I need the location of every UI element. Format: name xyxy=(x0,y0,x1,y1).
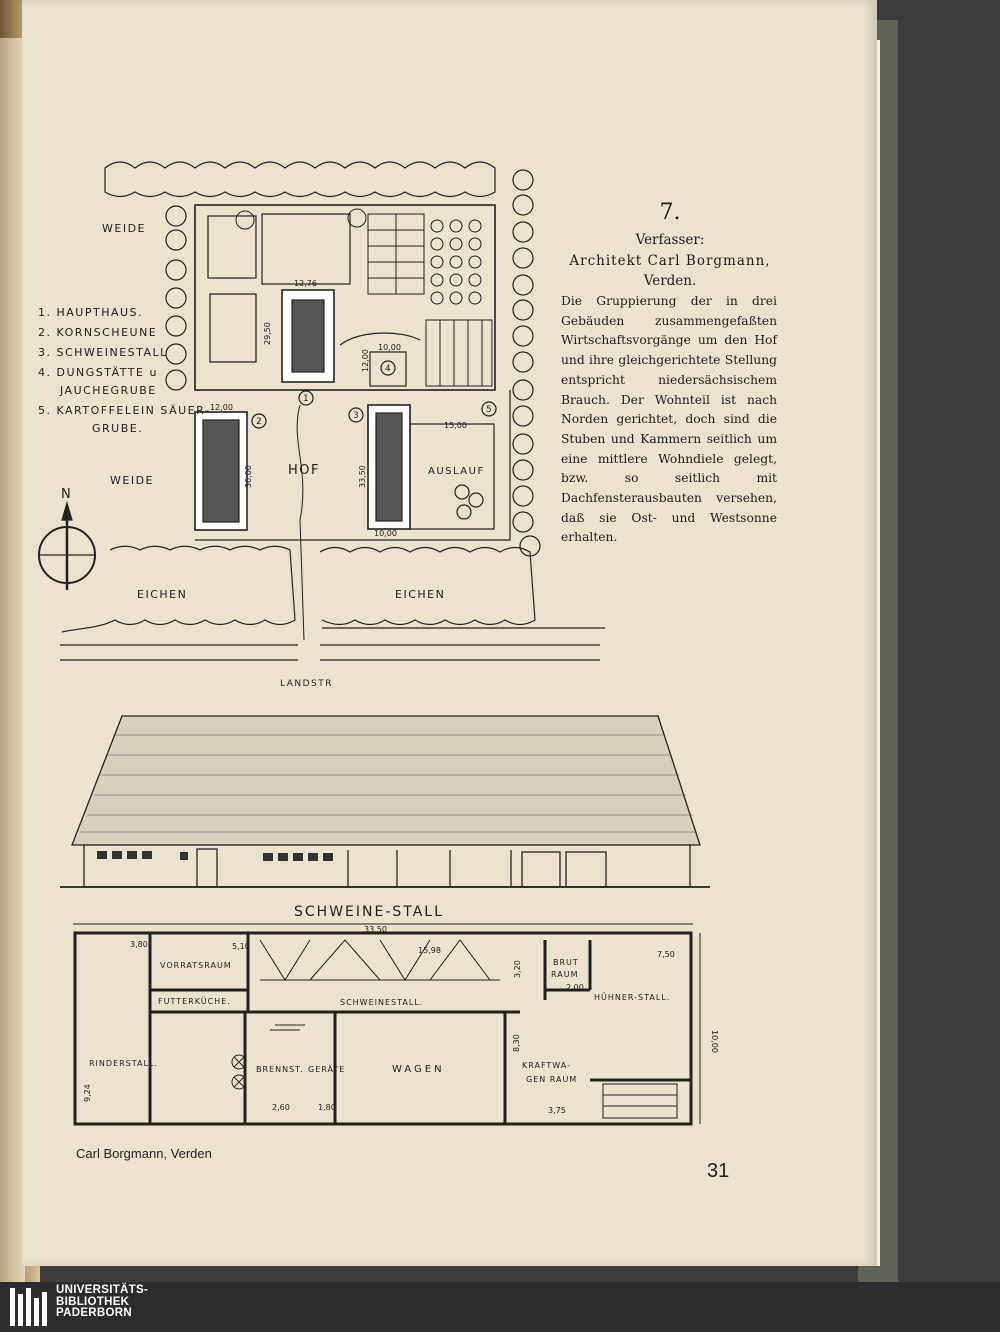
site-marker-4: 4 xyxy=(385,364,391,374)
library-logo-icon xyxy=(8,1286,50,1328)
library-name-line1: UNIVERSITÄTS- xyxy=(56,1284,149,1296)
site-dim-8: 10,00 xyxy=(378,343,401,352)
plan-dim-d: 7,50 xyxy=(657,950,675,959)
plan-dim-c: 15,98 xyxy=(418,946,441,955)
site-marker-3: 3 xyxy=(353,411,359,421)
room-kraftwagen-1: KRAFTWA- xyxy=(522,1061,571,1070)
plan-dim-g: 1,80 xyxy=(318,1103,336,1112)
room-schweinestall: SCHWEINESTALL. xyxy=(340,998,424,1007)
room-brennstoff: BRENNST. xyxy=(256,1065,304,1074)
library-name-line3: PADERBORN xyxy=(56,1307,132,1319)
site-dim-1: 12,76 xyxy=(294,279,317,288)
elevation-caption: SCHWEINE-STALL xyxy=(294,904,444,920)
room-wagen: WAGEN xyxy=(392,1064,445,1075)
library-name-line2: BIBLIOTHEK xyxy=(56,1295,130,1308)
site-marker-5: 5 xyxy=(486,405,492,415)
site-label-eichen-right: EICHEN xyxy=(395,588,446,601)
author-label: Verfasser: xyxy=(635,232,705,248)
site-label-hof: HOF xyxy=(288,463,320,478)
library-footer xyxy=(0,1282,1000,1332)
plan-dim-k: 9,24 xyxy=(83,1084,92,1102)
site-legend-1: 1. HAUPTHAUS. xyxy=(38,306,144,319)
room-futterkueche: FUTTERKÜCHE. xyxy=(158,997,231,1006)
room-brutraum-1: BRUT xyxy=(553,958,579,967)
library-name xyxy=(56,1285,148,1320)
site-dim-7: 15,00 xyxy=(444,421,467,430)
site-legend-4: 4. DUNGSTÄTTE u xyxy=(38,366,158,379)
description-text: Die Gruppierung der in drei Gebäuden zusammengefaßten Wirtschaftsvorgänge um den Hof und ihre gleichgerichtete Stellung entspricht niedersächsischem Brauch. Der Wohnteil ist nach Norden gerichtet, doch sind die Stuben und Kammern seitlich um eine mittlere Wohndiele gelegt, bzw. so seitlich mit Dachfensterausbauten versehen, daß sie Ost- und Westsonne erhalten. xyxy=(561,294,777,545)
site-legend-3: 3. SCHWEINESTALL xyxy=(38,346,168,359)
site-legend-5: 5. KARTOFFELEIN SÄUER- xyxy=(38,404,211,417)
left-trees xyxy=(166,206,186,390)
plan-dim-j: 8,30 xyxy=(512,1034,521,1052)
entry-number: 7. xyxy=(659,200,681,225)
site-dim-4: 30,00 xyxy=(244,465,253,488)
orchard-trees xyxy=(236,209,481,304)
bottom-hedge-right xyxy=(320,548,535,625)
plan-dim-depth: 10,00 xyxy=(710,1030,719,1053)
plan-dim-i: 3,20 xyxy=(513,960,522,978)
plan-dim-e: 2,00 xyxy=(566,983,584,992)
site-label-eichen-left: EICHEN xyxy=(137,588,188,601)
site-dim-5: 33,50 xyxy=(358,465,367,488)
plan-dim-h: 3,75 xyxy=(548,1106,566,1115)
room-kraftwagen-2: GEN RAUM xyxy=(526,1075,578,1084)
site-dim-6: 10,00 xyxy=(374,529,397,538)
architect-city: Verden. xyxy=(643,273,697,289)
top-hedge xyxy=(105,162,495,197)
site-legend-5b: GRUBE. xyxy=(92,422,144,435)
site-marker-2: 2 xyxy=(256,417,262,427)
site-dim-2: 29,50 xyxy=(263,322,272,345)
site-label-weide-left: WEIDE xyxy=(110,474,154,487)
site-marker-1: 1 xyxy=(303,394,309,404)
site-legend-4b: JAUCHEGRUBE xyxy=(60,384,157,397)
room-rinderstall: RINDERSTALL. xyxy=(89,1059,158,1068)
elevation-drawing xyxy=(60,716,710,887)
plan-dim-b: 5,10 xyxy=(232,942,250,951)
floor-plan-details xyxy=(73,924,700,1124)
site-dim-9: 12,00 xyxy=(361,349,370,372)
page-caption: Carl Borgmann, Verden xyxy=(76,1146,212,1161)
plan-dim-a: 3,80 xyxy=(130,940,148,949)
room-huehnerstall: HÜHNER-STALL. xyxy=(594,993,671,1002)
site-label-weide-top: WEIDE xyxy=(102,222,146,235)
architect-name: Architekt Carl Borgmann, xyxy=(569,253,771,269)
room-geraete: GERÄTE xyxy=(308,1065,346,1074)
site-legend-2: 2. KORNSCHEUNE xyxy=(38,326,158,339)
site-dim-3: 12,00 xyxy=(210,403,233,412)
room-brutraum-2: RAUM xyxy=(551,970,579,979)
room-vorratsraum: VORRATSRAUM xyxy=(160,961,232,970)
plan-dim-f: 2,60 xyxy=(272,1103,290,1112)
page-number: 31 xyxy=(707,1160,730,1182)
plan-dim-total: 33,50 xyxy=(364,925,387,934)
site-label-auslauf: AUSLAUF xyxy=(428,466,485,477)
right-trees xyxy=(513,170,540,556)
site-label-landstr: LANDSTR xyxy=(280,679,334,689)
compass-north: N xyxy=(61,487,73,502)
